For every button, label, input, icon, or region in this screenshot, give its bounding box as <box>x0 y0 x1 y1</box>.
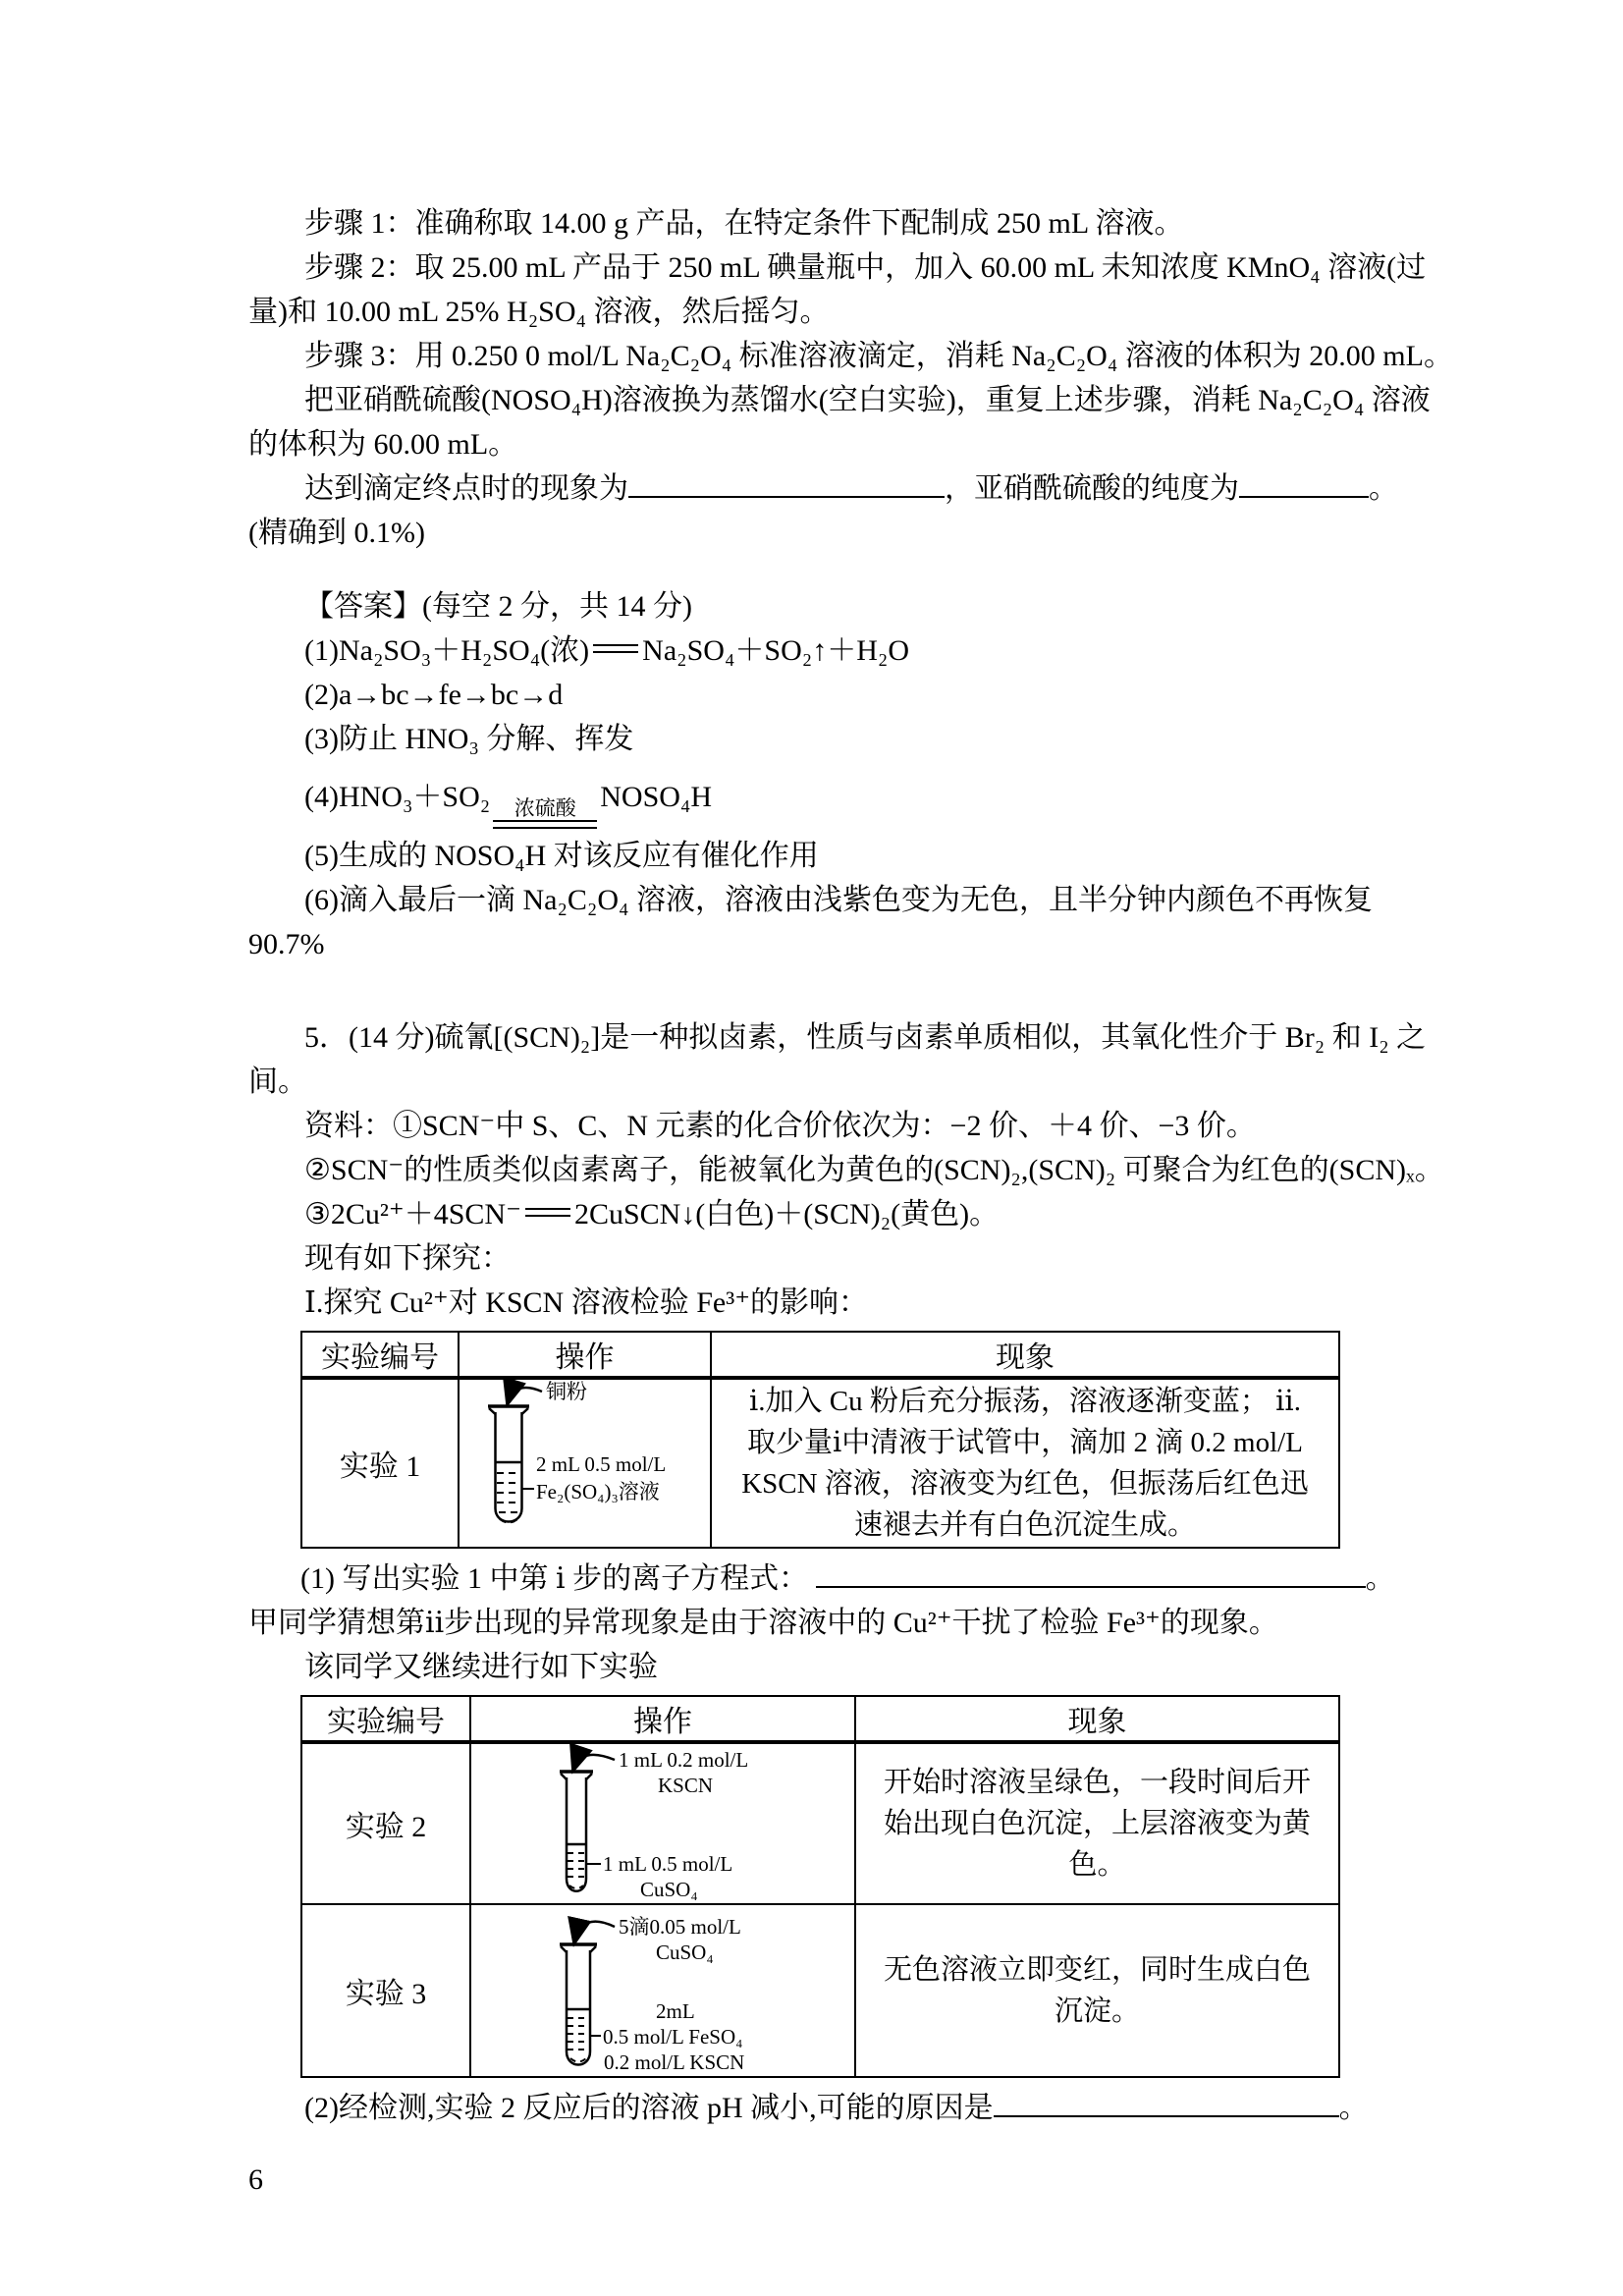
exp-3-operation-cell <box>471 1905 854 2076</box>
question-5-line-1: 5．(14 分)硫氰[(SCN)₂]是一种拟卤素，性质与卤素单质相似，其氧化性介于 Br₂ 和 I₂ 之 <box>304 1021 1427 1054</box>
exp-1-phenomenon-line-3: KSCN 溶液，溶液变为红色，但振荡后红色迅 <box>741 1468 1309 1500</box>
exp-2-solution-label-line-1: 1 mL 0.5 mol/L <box>603 1852 733 1876</box>
exp-3-reagent-top-label-line-2: CuSO₄ <box>656 1941 714 1964</box>
table-1-header-exp-id: 实验编号 <box>301 1332 459 1378</box>
answer-5: (5)生成的 NOSO₄H 对该反应有催化作用 <box>304 840 819 872</box>
precision-note: (精确到 0.1%) <box>248 517 425 549</box>
table-1-header-phenomenon: 现象 <box>711 1332 1339 1378</box>
exp-1-operation-cell <box>460 1380 710 1547</box>
continue-experiment-line: 该同学又继续进行如下实验 <box>304 1651 658 1683</box>
answer-4-condition: 浓硫酸 <box>514 796 576 820</box>
exp-2-id: 实验 2 <box>301 1742 470 1904</box>
info-3-lhs: ③2Cu²⁺＋4SCN⁻ <box>304 1198 521 1230</box>
condition-equals-icon <box>493 797 597 829</box>
answer-3: (3)防止 HNO₃ 分解、挥发 <box>304 723 634 755</box>
endpoint-question-line <box>248 466 1427 511</box>
table-2-header-exp-id: 实验编号 <box>301 1696 470 1742</box>
sub-question-2-text: (2)经检测,实验 2 反应后的溶液 pH 减小,可能的原因是 <box>304 2092 994 2124</box>
table-1-header-row <box>301 1332 1339 1378</box>
endpoint-question-text: 达到滴定终点时的现象为 <box>304 472 628 505</box>
part-1-title: Ⅰ.探究 Cu²⁺对 KSCN 溶液检验 Fe³⁺的影响： <box>304 1286 869 1319</box>
exp-1-solution-label-line-1: 2 mL 0.5 mol/L <box>536 1452 667 1476</box>
experiment-table-2 <box>300 1695 1340 2078</box>
experiment-table-1 <box>300 1331 1340 1549</box>
answer-blank-purity <box>1239 466 1369 498</box>
step-2-line: 步骤 2：取 25.00 mL 产品于 250 mL 碘量瓶中，加入 60.00 mL 未知浓度 KMnO₄ 溶液(过 <box>304 251 1427 284</box>
page-number: 6 <box>248 2163 263 2196</box>
question-5-info-3 <box>248 1192 1427 1236</box>
exp-2-phenomenon-line-1: 开始时溶液呈绿色，一段时间后开 <box>883 1767 1311 1798</box>
exp-1-phenomenon-line-1: ⅰ.加入 Cu 粉后充分振荡，溶液逐渐变蓝； ⅱ. <box>749 1386 1301 1417</box>
question-5-explore: 现有如下探究： <box>304 1242 511 1275</box>
exp-3-phenomenon-cell <box>855 1904 1339 2077</box>
blank-test-line: 把亚硝酰硫酸(NOSO₄H)溶液换为蒸馏水(空白实验)，重复上述步骤，消耗 Na₂C₂O₄ 溶液 <box>304 384 1431 416</box>
answer-2: (2)a→bc→fe→bc→d <box>304 679 564 711</box>
sub-question-1-period: 。 <box>1365 1562 1395 1595</box>
sub-question-2-line <box>248 2086 1427 2130</box>
answer-1-lhs: (1)Na₂SO₃＋H₂SO₄(浓) <box>304 634 590 667</box>
answer-6-value: 90.7% <box>248 928 325 960</box>
info-3-rhs: 2CuSCN↓(白色)＋(SCN)₂(黄色)。 <box>573 1198 1000 1230</box>
question-5-info-1: 资料：①SCN⁻中 S、C、N 元素的化合价依次为：−2 价、＋4 价、−3 价。 <box>304 1110 1256 1142</box>
answer-4-rhs: NOSO₄H <box>600 781 713 813</box>
student-guess-line: 甲同学猜想第ⅱ步出现的异常现象是由于溶液中的 Cu²⁺干扰了检验 Fe³⁺的现象。 <box>248 1607 1278 1639</box>
double-equals-icon <box>525 1208 570 1217</box>
exp-2-phenomenon-line-2: 始出现白色沉淀，上层溶液变为黄 <box>883 1808 1311 1839</box>
table-1-row-exp1 <box>301 1378 1339 1548</box>
step-1-line: 步骤 1：准确称取 14.00 g 产品，在特定条件下配制成 250 mL 溶液。 <box>304 207 1184 240</box>
answer-blank-phenomenon <box>628 466 945 498</box>
exp-3-phenomenon-line-1: 无色溶液立即变红，同时生成白色 <box>883 1954 1311 1986</box>
table-2-header-operation: 操作 <box>470 1696 855 1742</box>
exp-2-solution-label-line-2: CuSO₄ <box>640 1878 698 1901</box>
exp-3-id: 实验 3 <box>301 1904 470 2077</box>
answer-4-equation <box>248 761 1427 834</box>
exp-1-phenomenon-line-2: 取少量ⅰ中清液于试管中，滴加 2 滴 0.2 mol/L <box>747 1427 1303 1458</box>
sub-question-2-period: 。 <box>1338 2092 1369 2124</box>
answer-1-rhs: Na₂SO₄＋SO₂↑＋H₂O <box>642 634 910 667</box>
exp-2-phenomenon-line-3: 色。 <box>1068 1849 1126 1881</box>
double-equals-icon <box>593 644 638 653</box>
table-1-header-operation: 操作 <box>459 1332 711 1378</box>
answer-4-lhs: (4)HNO₃＋SO₂ <box>304 781 491 813</box>
exp-1-solution-label-line-2: Fe₂(SO₄)₃溶液 <box>536 1480 660 1503</box>
sub-question-1-text: (1) 写出实验 1 中第 ⅰ 步的离子方程式： <box>300 1562 809 1595</box>
blank-test-wrap-line: 的体积为 60.00 mL。 <box>248 428 518 461</box>
exp-2-operation-cell <box>471 1744 854 1903</box>
exp-2-reagent-top-label-line-2: KSCN <box>658 1774 714 1797</box>
exp-2-phenomenon-cell <box>855 1742 1339 1904</box>
exp-1-phenomenon-cell <box>711 1378 1339 1548</box>
answer-6: (6)滴入最后一滴 Na₂C₂O₄ 溶液，溶液由浅紫色变为无色，且半分钟内颜色不再恢复 <box>304 884 1374 916</box>
endpoint-question-period: 。 <box>1369 472 1398 505</box>
table-2-row-exp2 <box>301 1742 1339 1904</box>
answer-header: 【答案】(每空 2 分，共 14 分) <box>304 590 692 623</box>
answer-blank-ph-reason <box>994 2086 1339 2117</box>
exp-3-liquid-label-feso4: 0.5 mol/L FeSO₄ <box>603 2025 743 2049</box>
table-2-header-row <box>301 1696 1339 1742</box>
question-5-info-2: ②SCN⁻的性质类似卤素离子，能被氧化为黄色的(SCN)₂,(SCN)₂ 可聚合为红色的(SCN)ₓ。 <box>304 1154 1444 1186</box>
double-rule-icon <box>493 820 597 829</box>
step-2-wrap-line: 量)和 10.00 mL 25% H₂SO₄ 溶液，然后摇匀。 <box>248 296 830 328</box>
question-5-line-2: 间。 <box>248 1066 307 1098</box>
exp-2-reagent-top-label-line-1: 1 mL 0.2 mol/L <box>619 1748 749 1772</box>
exp-3-reagent-top-label-line-1: 5滴0.05 mol/L <box>619 1915 741 1939</box>
step-3-line: 步骤 3：用 0.250 0 mol/L Na₂C₂O₄ 标准溶液滴定，消耗 Na₂C₂O₄ 溶液的体积为 20.00 mL。 <box>304 340 1453 372</box>
exp-1-id: 实验 1 <box>301 1378 459 1548</box>
exp-1-phenomenon-line-4: 速褪去并有白色沉淀生成。 <box>853 1509 1196 1541</box>
purity-question-text: ，亚硝酰硫酸的纯度为 <box>945 472 1239 505</box>
table-2-row-exp3 <box>301 1904 1339 2077</box>
exp-3-liquid-label-kscn: 0.2 mol/L KSCN <box>604 2050 745 2074</box>
exp-1-reagent-top-label: 铜粉 <box>546 1380 587 1403</box>
answer-1-equation <box>248 629 1427 673</box>
answer-blank-ionic-equation <box>816 1557 1366 1588</box>
sub-question-1-line <box>248 1557 1427 1601</box>
exp-3-liquid-label-volume: 2mL <box>656 1999 695 2023</box>
exp-3-phenomenon-line-2: 沉淀。 <box>1054 1995 1140 2027</box>
table-2-header-phenomenon: 现象 <box>855 1696 1339 1742</box>
